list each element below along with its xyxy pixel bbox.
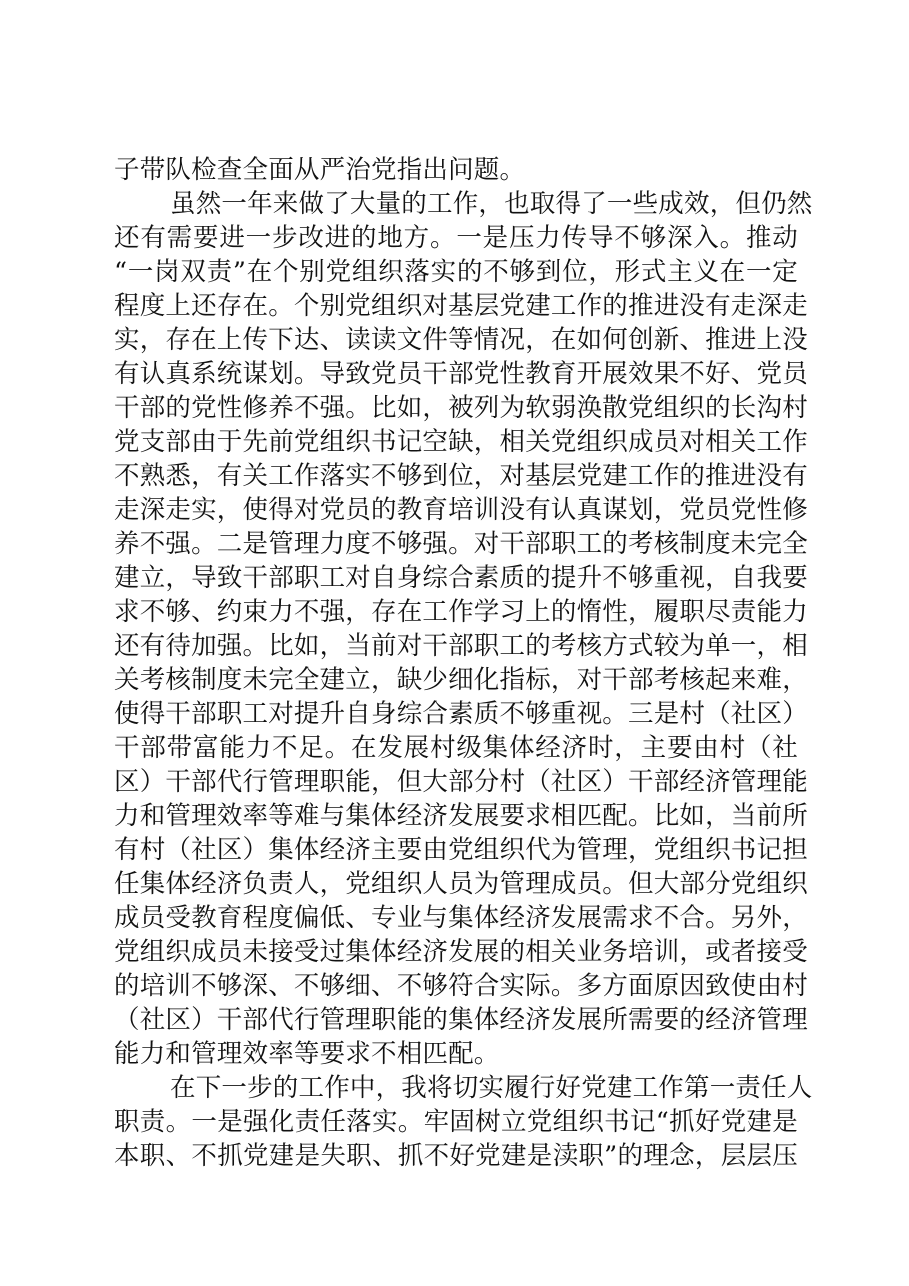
text-line: 区）干部代行管理职能，但大部分村（社区）干部经济管理能 [114,767,808,797]
text-line: 党组织成员未接受过集体经济发展的相关业务培训，或者接受 [114,937,808,967]
text-line: “一岗双责”在个别党组织落实的不够到位，形式主义在一定 [114,257,798,287]
text-line: 不熟悉，有关工作落实不够到位，对基层党建工作的推进没有 [114,461,808,491]
text-line: 养不强。二是管理力度不够强。对干部职工的考核制度未完全 [114,529,808,559]
text-line: 力和管理效率等难与集体经济发展要求相匹配。比如，当前所 [114,801,808,831]
text-line: 有认真系统谋划。导致党员干部党性教育开展效果不好、党员 [114,359,808,389]
text-line: 职责。一是强化责任落实。牢固树立党组织书记“抓好党建是 [114,1107,798,1137]
text-line: 子带队检查全面从严治党指出问题。 [114,155,526,185]
paragraph-first-line: 虽然一年来做了大量的工作，也取得了一些成效，但仍然 [170,189,813,219]
text-line: 本职、不抓党建是失职、抓不好党建是渎职”的理念，层层压 [114,1141,798,1171]
text-line: 任集体经济负责人，党组织人员为管理成员。但大部分党组织 [114,869,808,899]
text-line: 实，存在上传下达、读读文件等情况，在如何创新、推进上没 [114,325,808,355]
paragraph-first-line: 在下一步的工作中，我将切实履行好党建工作第一责任人 [170,1073,813,1103]
text-line: 有村（社区）集体经济主要由党组织代为管理，党组织书记担 [114,835,808,865]
text-line: 还有待加强。比如，当前对干部职工的考核方式较为单一，相 [114,631,808,661]
text-line: 成员受教育程度偏低、专业与集体经济发展需求不合。另外， [114,903,808,933]
text-line: 党支部由于先前党组织书记空缺，相关党组织成员对相关工作 [114,427,808,457]
paragraph-last-line: 能力和管理效率等要求不相匹配。 [114,1039,500,1069]
text-line: 还有需要进一步改进的地方。一是压力传导不够深入。推动 [114,223,798,253]
text-line: 的培训不够深、不够细、不够符合实际。多方面原因致使由村 [114,971,808,1001]
text-line: 干部带富能力不足。在发展村级集体经济时，主要由村（社 [114,733,798,763]
text-line: 程度上还存在。个别党组织对基层党建工作的推进没有走深走 [114,291,808,321]
text-line: 建立，导致干部职工对自身综合素质的提升不够重视，自我要 [114,563,808,593]
text-line: 走深走实，使得对党员的教育培训没有认真谋划，党员党性修 [114,495,808,525]
text-line: 干部的党性修养不强。比如，被列为软弱涣散党组织的长沟村 [114,393,808,423]
text-line: 使得干部职工对提升自身综合素质不够重视。三是村（社区） [114,699,808,729]
text-line: 关考核制度未完全建立，缺少细化指标，对干部考核起来难， [114,665,808,695]
text-line: 求不够、约束力不强，存在工作学习上的惰性，履职尽责能力 [114,597,808,627]
text-line: （社区）干部代行管理职能的集体经济发展所需要的经济管理 [114,1005,808,1035]
